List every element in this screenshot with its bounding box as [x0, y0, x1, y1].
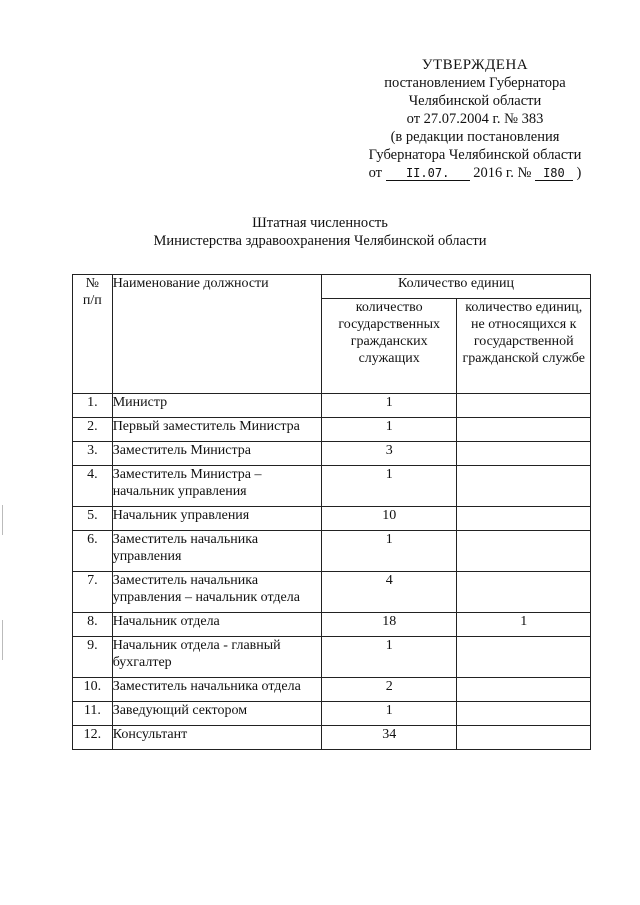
row-name: Заместитель Министра – начальник управления	[112, 466, 321, 507]
row-name: Начальник управления	[112, 507, 321, 531]
row-other-count	[457, 531, 591, 572]
heading-line-2: Министерства здравоохранения Челябинской области	[153, 233, 487, 249]
heading-line-1: Штатная численность	[252, 215, 388, 231]
table-row	[73, 637, 591, 678]
row-name: Заведующий сектором	[112, 702, 321, 726]
row-name: Начальник отдела - главный бухгалтер	[112, 637, 321, 678]
approval-date-line	[346, 164, 604, 182]
scan-edge-mark	[2, 620, 3, 660]
row-other-count	[457, 637, 591, 678]
row-num: 3.	[73, 442, 113, 466]
staff-table	[72, 274, 591, 750]
row-name: Министр	[112, 394, 321, 418]
table-row	[73, 726, 591, 750]
row-civil-count: 4	[321, 572, 457, 613]
approval-date-fill: II.07.	[386, 166, 470, 181]
row-num: 2.	[73, 418, 113, 442]
approval-number-fill: I80	[535, 166, 573, 181]
row-civil-count: 10	[321, 507, 457, 531]
approval-line-2: Челябинской области	[408, 93, 542, 109]
row-name: Начальник отдела	[112, 613, 321, 637]
row-other-count	[457, 507, 591, 531]
header-units: Количество единиц	[321, 275, 590, 299]
approval-line-3: от 27.07.2004 г. № 383	[406, 111, 544, 127]
table-row	[73, 613, 591, 637]
row-name: Первый заместитель Министра	[112, 418, 321, 442]
row-name: Консультант	[112, 726, 321, 750]
approval-line-4: (в редакции постановления	[390, 129, 560, 145]
row-num: 11.	[73, 702, 113, 726]
row-num: 1.	[73, 394, 113, 418]
table-row	[73, 418, 591, 442]
table-row	[73, 466, 591, 507]
table-row	[73, 531, 591, 572]
row-num: 5.	[73, 507, 113, 531]
row-civil-count: 34	[321, 726, 457, 750]
row-civil-count: 1	[321, 418, 457, 442]
row-num: 7.	[73, 572, 113, 613]
table-row	[73, 442, 591, 466]
table-row	[73, 678, 591, 702]
header-num	[73, 275, 113, 394]
approval-from-prefix: от	[368, 165, 383, 181]
row-num: 12.	[73, 726, 113, 750]
row-civil-count: 1	[321, 702, 457, 726]
table-row	[73, 702, 591, 726]
row-num: 8.	[73, 613, 113, 637]
header-name: Наименование должности	[112, 275, 321, 394]
header-row	[73, 275, 591, 299]
row-other-count	[457, 726, 591, 750]
row-name: Заместитель начальника управления	[112, 531, 321, 572]
table-row	[73, 572, 591, 613]
row-name: Заместитель начальника управления – начальник отдела	[112, 572, 321, 613]
approval-line-5: Губернатора Челябинской области	[368, 147, 582, 163]
row-name: Заместитель начальника отдела	[112, 678, 321, 702]
row-other-count	[457, 572, 591, 613]
approval-year-text: 2016 г. №	[473, 165, 532, 181]
row-civil-count: 1	[321, 637, 457, 678]
row-other-count	[457, 702, 591, 726]
table-row	[73, 507, 591, 531]
header-other: количество единиц, не относящихся к государственной гражданской службе	[457, 299, 591, 394]
row-name: Заместитель Министра	[112, 442, 321, 466]
approval-line-1: постановлением Губернатора	[384, 75, 566, 91]
scan-edge-mark	[2, 505, 3, 535]
approval-block	[346, 56, 604, 182]
row-other-count	[457, 442, 591, 466]
row-num: 10.	[73, 678, 113, 702]
row-civil-count: 2	[321, 678, 457, 702]
header-civil: количество государственных гражданских служащих	[321, 299, 457, 394]
table-row	[73, 394, 591, 418]
row-other-count: 1	[457, 613, 591, 637]
row-num: 4.	[73, 466, 113, 507]
row-other-count	[457, 394, 591, 418]
row-civil-count: 1	[321, 394, 457, 418]
header-num-label: п/п	[82, 293, 102, 308]
row-num: 6.	[73, 531, 113, 572]
row-civil-count: 1	[321, 531, 457, 572]
row-civil-count: 3	[321, 442, 457, 466]
row-other-count	[457, 678, 591, 702]
header-num-symbol: №	[85, 276, 100, 291]
row-civil-count: 1	[321, 466, 457, 507]
table-body	[73, 394, 591, 750]
row-civil-count: 18	[321, 613, 457, 637]
row-num: 9.	[73, 637, 113, 678]
document-heading	[0, 214, 640, 250]
approval-close-paren: )	[576, 165, 582, 181]
row-other-count	[457, 466, 591, 507]
row-other-count	[457, 418, 591, 442]
approval-stamp: УТВЕРЖДЕНА	[421, 57, 529, 73]
